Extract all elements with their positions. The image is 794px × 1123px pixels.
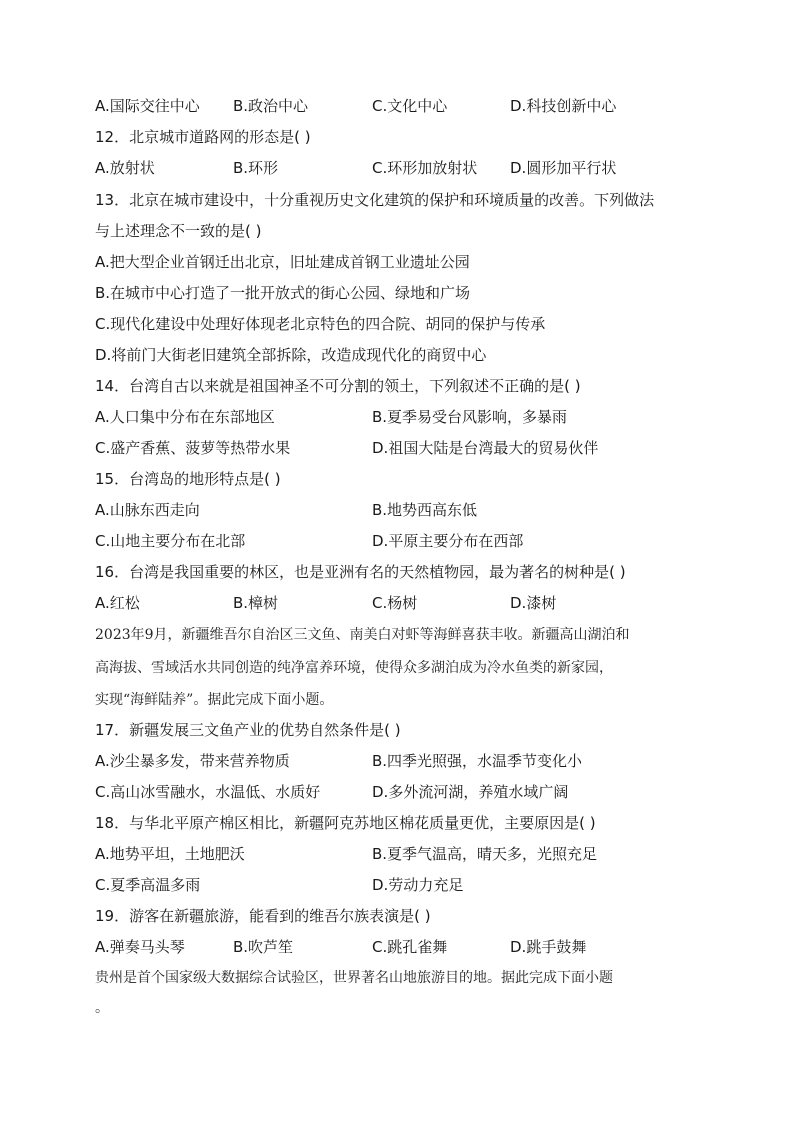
- q12-option-b: B.环形: [233, 159, 279, 177]
- q15-option-b: B.地势西高东低: [372, 501, 478, 519]
- q16-option-d: D.漆树: [510, 594, 557, 612]
- q14-option-c: C.盛产香蕉、菠萝等热带水果: [95, 439, 291, 457]
- passage1-line1: 2023年9月，新疆维吾尔自治区三文鱼、南美白对虾等海鲜喜获丰收。新疆高山湖泊和: [95, 627, 630, 643]
- q13-stem-line2: 与上述理念不一致的是( ): [95, 222, 262, 240]
- q14-stem: 14．台湾自古以来就是祖国神圣不可分割的领土，下列叙述不正确的是( ): [95, 377, 581, 395]
- passage2-line2: 。: [95, 1000, 109, 1016]
- q18-stem: 18．与华北平原产棉区相比，新疆阿克苏地区棉花质量更优，主要原因是( ): [95, 814, 596, 832]
- q12-option-d: D.圆形加平行状: [510, 159, 617, 177]
- q14-option-d: D.祖国大陆是台湾最大的贸易伙伴: [372, 439, 599, 457]
- q18-option-b: B.夏季气温高，晴天多，光照充足: [372, 845, 598, 863]
- q18-option-a: A.地势平坦，土地肥沃: [95, 845, 245, 863]
- q11-option-c: C.文化中心: [372, 97, 448, 115]
- q16-option-a: A.红松: [95, 594, 140, 612]
- q11-option-a: A.国际交往中心: [95, 97, 200, 115]
- passage2-line1: 贵州是首个国家级大数据综合试验区，世界著名山地旅游目的地。据此完成下面小题: [95, 970, 613, 986]
- passage1-line2: 高海拔、雪域活水共同创造的纯净富养环境，使得众多湖泊成为冷水鱼类的新家园，: [95, 660, 613, 676]
- q15-option-a: A.山脉东西走向: [95, 501, 200, 519]
- q15-stem: 15．台湾岛的地形特点是( ): [95, 470, 281, 488]
- q18-option-d: D.劳动力充足: [372, 876, 464, 894]
- q19-option-a: A.弹奏马头琴: [95, 938, 185, 956]
- q18-option-c: C.夏季高温多雨: [95, 876, 201, 894]
- q13-option-a: A.把大型企业首钢迁出北京，旧址建成首钢工业遗址公园: [95, 253, 470, 271]
- q13-option-d: D.将前门大街老旧建筑全部拆除，改造成现代化的商贸中心: [95, 346, 487, 364]
- q12-option-a: A.放射状: [95, 159, 155, 177]
- q15-option-c: C.山地主要分布在北部: [95, 532, 246, 550]
- q17-option-b: B.四季光照强，水温季节变化小: [372, 752, 583, 770]
- q11-option-b: B.政治中心: [233, 97, 309, 115]
- q17-stem: 17．新疆发展三文鱼产业的优势自然条件是( ): [95, 721, 401, 739]
- q16-stem: 16．台湾是我国重要的林区，也是亚洲有名的天然植物园，最为著名的树种是( ): [95, 563, 626, 581]
- q19-option-b: B.吹芦笙: [233, 938, 294, 956]
- q14-option-a: A.人口集中分布在东部地区: [95, 408, 275, 426]
- q19-stem: 19．游客在新疆旅游，能看到的维吾尔族表演是( ): [95, 907, 431, 925]
- passage1-line3: 实现“海鲜陆养”。据此完成下面小题。: [95, 692, 334, 708]
- q15-option-d: D.平原主要分布在西部: [372, 532, 524, 550]
- q19-option-d: D.跳手鼓舞: [510, 938, 587, 956]
- q17-option-a: A.沙尘暴多发，带来营养物质: [95, 752, 290, 770]
- q19-option-c: C.跳孔雀舞: [372, 938, 448, 956]
- q14-option-b: B.夏季易受台风影响，多暴雨: [372, 408, 568, 426]
- q12-stem: 12．北京城市道路网的形态是( ): [95, 128, 311, 146]
- q16-option-c: C.杨树: [372, 594, 418, 612]
- q13-option-c: C.现代化建设中处理好体现老北京特色的四合院、胡同的保护与传承: [95, 315, 546, 333]
- q11-option-d: D.科技创新中心: [510, 97, 617, 115]
- q17-option-d: D.多外流河湖，养殖水域广阔: [372, 783, 569, 801]
- q17-option-c: C.高山冰雪融水，水温低、水质好: [95, 783, 321, 801]
- q13-option-b: B.在城市中心打造了一批开放式的街心公园、绿地和广场: [95, 284, 471, 302]
- q16-option-b: B.樟树: [233, 594, 279, 612]
- q13-stem-line1: 13．北京在城市建设中，十分重视历史文化建筑的保护和环境质量的改善。下列做法: [95, 191, 655, 209]
- q12-option-c: C.环形加放射状: [372, 159, 478, 177]
